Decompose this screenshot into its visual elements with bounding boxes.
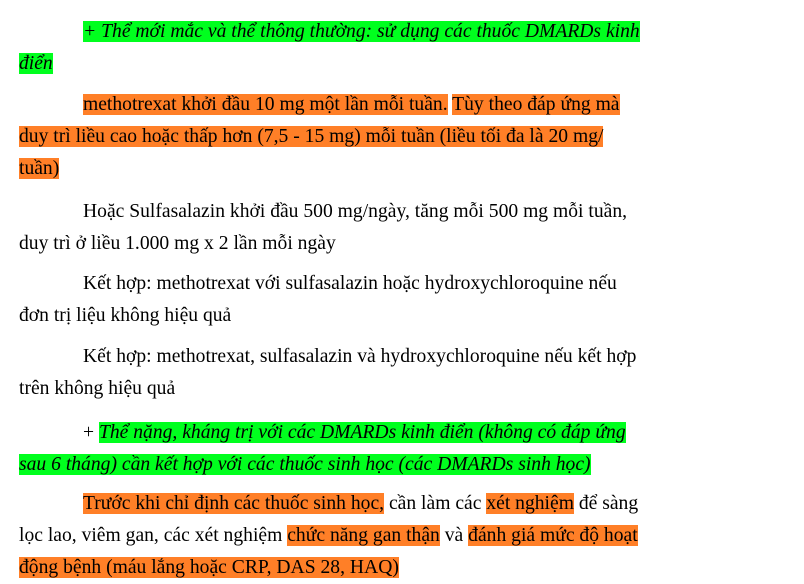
sulfasalazin-line2: duy trì ở liều 1.000 mg x 2 lần mỗi ngày [19,233,336,254]
severe-form-heading-line1: Thể nặng, kháng trị với các DMARDs kinh điển (không có đáp ứng [98,422,626,443]
maintenance-dose-text-end: tuần) [19,158,60,179]
combination2-line1: Kết hợp: methotrexat, sulfasalazin và hydroxychloroquine nếu kết hợp [83,346,637,367]
before-biologic-text: Trước khi chỉ định các thuốc sinh học, [83,493,385,514]
dose-adjust-text: Tùy theo đáp ứng mà [452,94,620,115]
tests-text: xét nghiệm [486,493,574,514]
paragraph-sulfasalazin [19,196,789,260]
combination2-line2: trên không hiệu quả [19,378,176,399]
sulfasalazin-line1: Hoặc Sulfasalazin khởi đầu 500 mg/ngày, tăng mỗi 500 mg mỗi tuần, [83,201,628,222]
maintenance-dose-text: duy trì liều cao hoặc thấp hơn (7,5 - 15 mg) mỗi tuần (liều tối đa là 20 mg/ [19,126,604,147]
paragraph-mild-form-heading [19,16,789,80]
severe-form-heading-line2: sau 6 tháng) cần kết hợp với các thuốc sinh học (các DMARDs sinh học) [19,454,591,475]
combination1-line1: Kết hợp: methotrexat với sulfasalazin hoặc hydroxychloroquine nếu [83,273,617,294]
activity-assessment-text: đánh giá mức độ hoạt [468,525,638,546]
mild-form-heading-line2: điển [19,53,53,74]
paragraph-methotrexat-dose [19,89,789,185]
liver-kidney-function-text: chức năng gan thận [287,525,440,546]
paragraph-combination-1 [19,268,789,332]
paragraph-pre-biologic-tests: Trước khi chỉ định các thuốc sinh học, cần làm các xét nghiệm để sàng lọc lao, viêm gan, các xét nghiệm chức năng gan thận và đánh giá mức độ hoạt động bệnh (máu lắng hoặc CRP, DAS 28, HAQ) [19,493,639,578]
mild-form-heading-line1: + Thể mới mắc và thể thông thường: sử dụng các thuốc DMARDs kinh [83,21,640,42]
methotrexat-start-dose: methotrexat khởi đầu 10 mg một lần mỗi tuần. [83,94,448,115]
disease-activity-text: động bệnh (máu lắng hoặc CRP, DAS 28, HAQ) [19,557,399,578]
paragraph-combination-2 [19,341,789,405]
combination1-line2: đơn trị liệu không hiệu quả [19,305,232,326]
paragraph-severe-form-heading: + Thể nặng, kháng trị với các DMARDs kinh điển (không có đáp ứng sau 6 tháng) cần kết hợp với các thuốc sinh học (các DMARDs sinh học) [19,422,626,475]
